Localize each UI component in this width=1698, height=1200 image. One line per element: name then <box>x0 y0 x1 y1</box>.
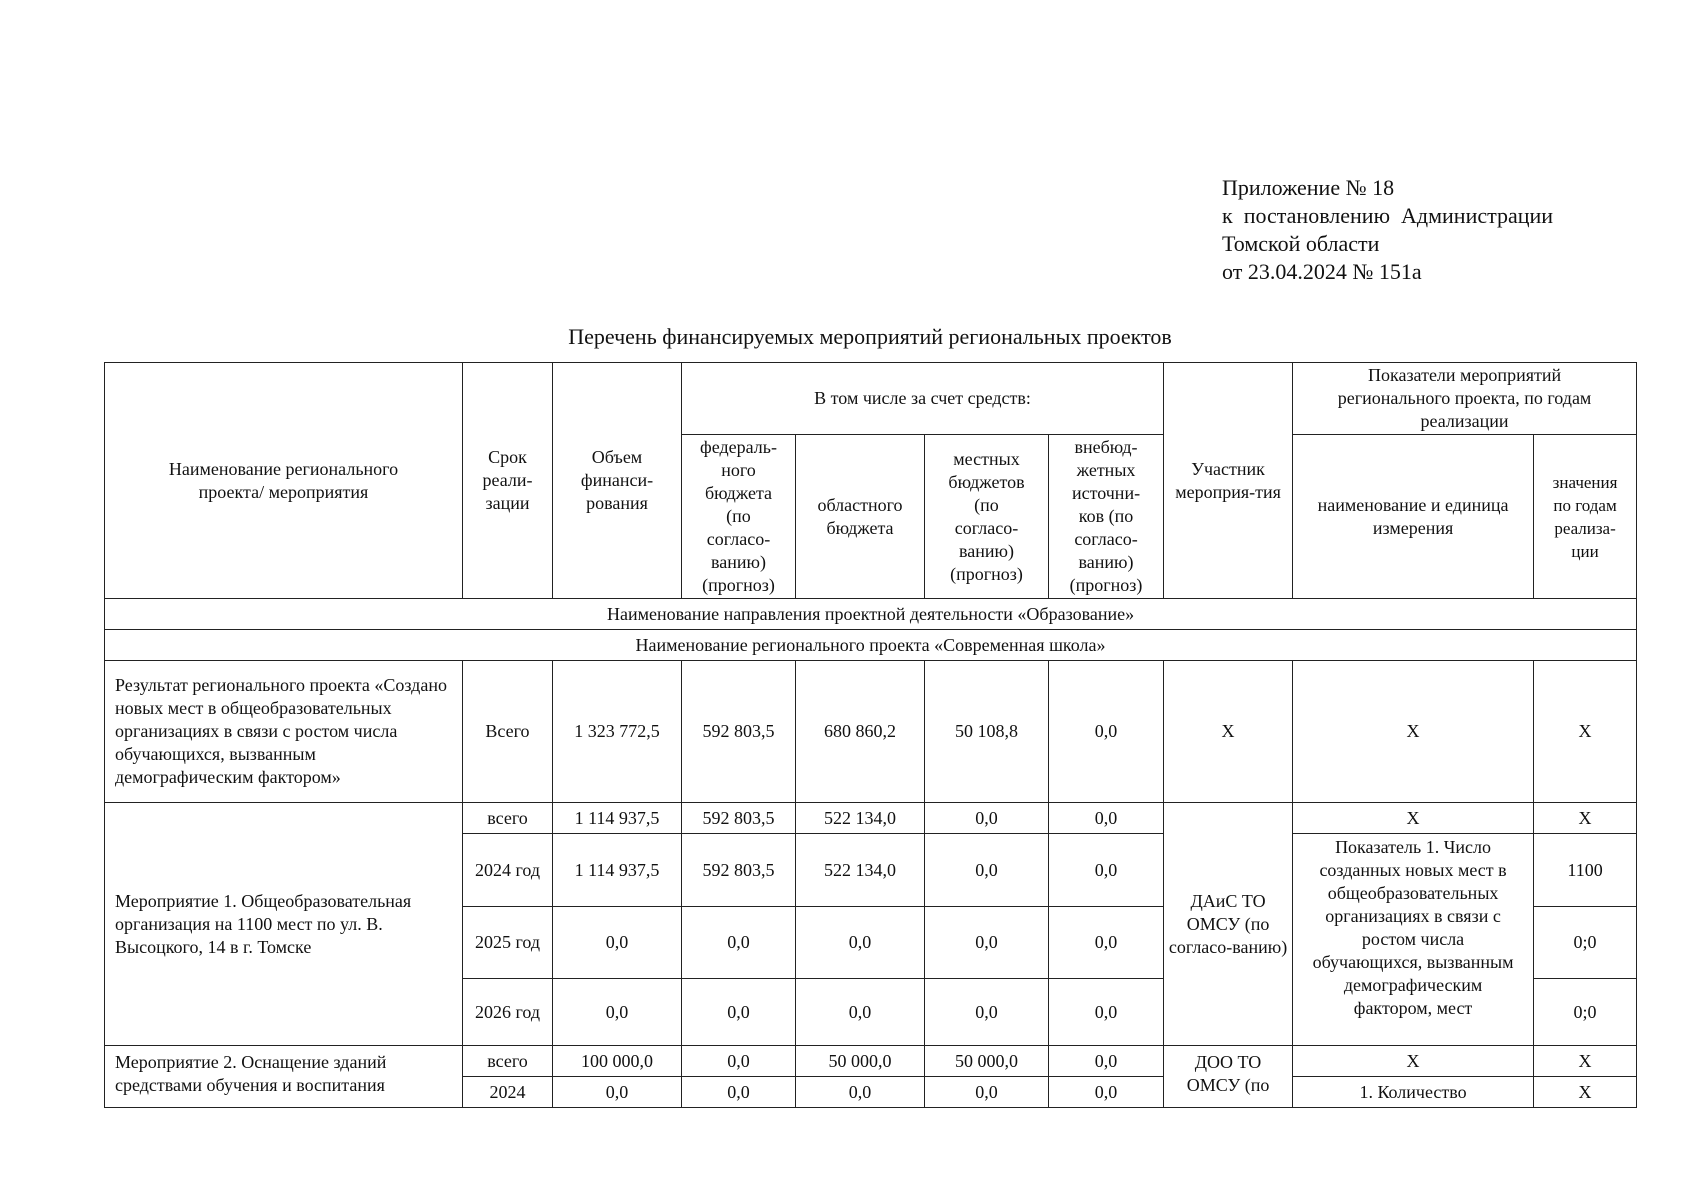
section-project-row <box>105 630 1637 661</box>
event1-volume: 0,0 <box>553 979 682 1046</box>
event1-term: 2024 год <box>463 834 553 907</box>
event1-term: 2026 год <box>463 979 553 1046</box>
event1-volume: 0,0 <box>553 907 682 979</box>
event1-extrabudget: 0,0 <box>1049 979 1164 1046</box>
header-indicators-group: Показатели мероприятий регионального проекта, по годам реализации <box>1293 363 1637 435</box>
event1-extrabudget: 0,0 <box>1049 907 1164 979</box>
event2-federal: 0,0 <box>682 1077 796 1108</box>
event1-volume: 1 114 937,5 <box>553 803 682 834</box>
event2-volume: 0,0 <box>553 1077 682 1108</box>
event2-local: 50 000,0 <box>925 1046 1049 1077</box>
event1-indicator-value: 0;0 <box>1534 979 1637 1046</box>
event2-term: всего <box>463 1046 553 1077</box>
result-local: 50 108,8 <box>925 661 1049 803</box>
header-name: Наименование регионального проекта/ мероприятия <box>105 363 463 599</box>
event2-indicator-name: 1. Количество <box>1293 1077 1534 1108</box>
result-name: Результат регионального проекта «Создано новых мест в общеобразовательных организациях в связи с ростом числа обучающихся, вызванным демографическим фактором» <box>105 661 463 803</box>
appendix-line-1: Приложение № 18 <box>1222 175 1395 200</box>
event1-term: 2025 год <box>463 907 553 979</box>
event1-federal: 592 803,5 <box>682 834 796 907</box>
result-extrabudget: 0,0 <box>1049 661 1164 803</box>
event2-indicator-name: Х <box>1293 1046 1534 1077</box>
event1-volume: 1 114 937,5 <box>553 834 682 907</box>
event2-participant: ДОО ТО ОМСУ (по <box>1164 1046 1293 1108</box>
event1-regional: 522 134,0 <box>796 834 925 907</box>
event1-local: 0,0 <box>925 834 1049 907</box>
header-regional: областного бюджета <box>796 435 925 599</box>
result-row <box>105 661 1637 803</box>
event1-regional: 0,0 <box>796 979 925 1046</box>
event1-local: 0,0 <box>925 803 1049 834</box>
header-indicator-name: наименование и единица измерения <box>1293 435 1534 599</box>
appendix-note <box>1222 174 1602 286</box>
event1-local: 0,0 <box>925 907 1049 979</box>
event1-indicator-total: Х <box>1293 803 1534 834</box>
event2-extrabudget: 0,0 <box>1049 1046 1164 1077</box>
result-indicator-value: Х <box>1534 661 1637 803</box>
event2-indicator-value: Х <box>1534 1046 1637 1077</box>
event1-federal: 0,0 <box>682 907 796 979</box>
result-regional: 680 860,2 <box>796 661 925 803</box>
result-participant: Х <box>1164 661 1293 803</box>
header-participant: Участник мероприя-тия <box>1164 363 1293 599</box>
event1-federal: 592 803,5 <box>682 803 796 834</box>
event1-regional: 0,0 <box>796 907 925 979</box>
event2-name: Мероприятие 2. Оснащение зданий средствами обучения и воспитания <box>105 1046 463 1108</box>
event1-indicator-name: Показатель 1. Число созданных новых мест в общеобразовательных организациях в связи с ростом числа обучающихся, вызванным демографическим фактором, мест <box>1293 834 1534 1046</box>
event2-indicator-value: Х <box>1534 1077 1637 1108</box>
result-term: Всего <box>463 661 553 803</box>
header-row-1 <box>105 363 1637 435</box>
event1-regional: 522 134,0 <box>796 803 925 834</box>
appendix-line-3: Томской области <box>1222 231 1380 256</box>
header-extrabudget: внебюд-жетных источни-ков (по согласо-ванию) (прогноз) <box>1049 435 1164 599</box>
event1-local: 0,0 <box>925 979 1049 1046</box>
event2-row-total <box>105 1046 1637 1077</box>
event2-volume: 100 000,0 <box>553 1046 682 1077</box>
header-federal: федераль-ного бюджета (по согласо-ванию) (прогноз) <box>682 435 796 599</box>
event1-participant: ДАиС ТО ОМСУ (по согласо-ванию) <box>1164 803 1293 1046</box>
event1-row-total <box>105 803 1637 834</box>
section-direction: Наименование направления проектной деятельности «Образование» <box>105 599 1637 630</box>
header-local: местных бюджетов (по согласо-ванию) (прогноз) <box>925 435 1049 599</box>
event1-federal: 0,0 <box>682 979 796 1046</box>
event2-federal: 0,0 <box>682 1046 796 1077</box>
event1-indicator-total-value: Х <box>1534 803 1637 834</box>
result-indicator-name: Х <box>1293 661 1534 803</box>
result-federal: 592 803,5 <box>682 661 796 803</box>
section-direction-row <box>105 599 1637 630</box>
event2-regional: 0,0 <box>796 1077 925 1108</box>
result-volume: 1 323 772,5 <box>553 661 682 803</box>
event1-indicator-value: 1100 <box>1534 834 1637 907</box>
event2-local: 0,0 <box>925 1077 1049 1108</box>
header-indicator-values: значения по годам реализа-ции <box>1534 435 1637 599</box>
header-volume: Объем финанси-рования <box>553 363 682 599</box>
appendix-line-4: от 23.04.2024 № 151а <box>1222 259 1422 284</box>
financing-table <box>104 362 1637 1108</box>
event2-term: 2024 <box>463 1077 553 1108</box>
event1-extrabudget: 0,0 <box>1049 803 1164 834</box>
event1-extrabudget: 0,0 <box>1049 834 1164 907</box>
header-term: Срок реали-зации <box>463 363 553 599</box>
event1-indicator-value: 0;0 <box>1534 907 1637 979</box>
appendix-line-2: к постановлению Администрации <box>1222 203 1554 228</box>
event2-regional: 50 000,0 <box>796 1046 925 1077</box>
event1-term: всего <box>463 803 553 834</box>
section-project: Наименование регионального проекта «Современная школа» <box>105 630 1637 661</box>
document-title: Перечень финансируемых мероприятий региональных проектов <box>568 324 1172 349</box>
header-sources-group: В том числе за счет средств: <box>682 363 1164 435</box>
event1-name: Мероприятие 1. Общеобразовательная организация на 1100 мест по ул. В. Высоцкого, 14 в г. Томске <box>105 803 463 1046</box>
event2-extrabudget: 0,0 <box>1049 1077 1164 1108</box>
